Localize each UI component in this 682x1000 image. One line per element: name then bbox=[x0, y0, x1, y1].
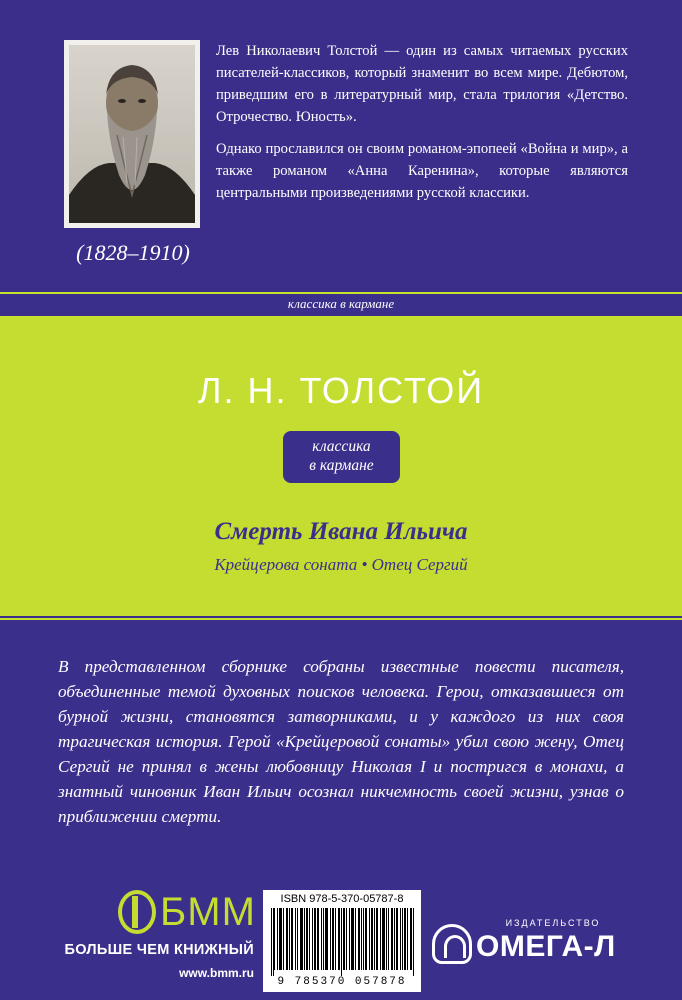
barcode-bar bbox=[318, 908, 319, 970]
publisher-label: ИЗДАТЕЛЬСТВО bbox=[505, 918, 601, 928]
barcode-bars-icon bbox=[269, 908, 415, 976]
divider-line bbox=[0, 292, 682, 294]
cover-author: Л. Н. ТОЛСТОЙ bbox=[197, 370, 485, 411]
series-strip: классика в кармане bbox=[287, 296, 395, 311]
barcode-bar bbox=[376, 908, 377, 970]
barcode-bar bbox=[361, 908, 362, 970]
barcode-bar bbox=[306, 908, 307, 970]
barcode-bar bbox=[369, 908, 370, 970]
barcode-bar bbox=[312, 908, 313, 970]
barcode-bar bbox=[327, 908, 328, 970]
bmm-logo-block bbox=[58, 886, 254, 986]
barcode-bar bbox=[279, 908, 280, 970]
author-bio bbox=[216, 40, 628, 214]
barcode-bar bbox=[314, 908, 315, 970]
series-badge-line: классика bbox=[312, 438, 371, 455]
author-portrait bbox=[64, 40, 200, 228]
barcode-bar bbox=[363, 908, 364, 970]
barcode-bar bbox=[365, 908, 366, 970]
barcode-bar bbox=[351, 908, 352, 970]
barcode-bar bbox=[411, 908, 412, 970]
barcode-bar bbox=[384, 908, 385, 970]
barcode-bar bbox=[383, 908, 384, 970]
divider-line bbox=[0, 618, 682, 620]
barcode-bar bbox=[302, 908, 303, 970]
publisher-name: ОМЕГА-Л bbox=[476, 930, 616, 963]
author-section bbox=[0, 0, 682, 292]
bmm-slogan: БОЛЬШЕ ЧЕМ КНИЖНЫЙ bbox=[64, 942, 254, 958]
bmm-url: www.bmm.ru bbox=[179, 966, 254, 980]
barcode-bar bbox=[291, 908, 292, 970]
barcode-bar bbox=[377, 908, 378, 970]
barcode-bar bbox=[321, 908, 322, 970]
barcode-bar bbox=[304, 908, 305, 970]
barcode-bar bbox=[273, 908, 274, 976]
barcode-bar bbox=[371, 908, 372, 970]
publisher-logo bbox=[432, 918, 632, 978]
barcode-bar bbox=[413, 908, 414, 976]
barcode-bar bbox=[352, 908, 353, 970]
barcode-bar bbox=[366, 908, 367, 970]
annotation-text: В представленном сборнике собраны известные повести писателя, объединенные темой духовных поисков человека. Герои, отказавшиеся от бурной жизни, становятся затворниками, и у каждого из них своя трагическая история. Герой «Крейцеровой сонаты» убил свою жену, Отец Сергий не принял в жены любовницу Николая I и постригся в монахи, а знатный чиновник Иван Ильич осознал никчемность своей жизни, узнав о приближении смерти. bbox=[58, 657, 624, 826]
barcode-bar bbox=[330, 908, 331, 970]
barcode-bar bbox=[402, 908, 403, 970]
barcode-bar bbox=[388, 908, 389, 970]
bmm-logo-text: БММ bbox=[160, 890, 256, 934]
barcode-bar bbox=[400, 908, 401, 970]
barcode-bar bbox=[338, 908, 339, 970]
barcode-bar bbox=[332, 908, 333, 970]
barcode-bar bbox=[353, 908, 354, 970]
isbn-text: ISBN 978-5-370-05787-8 bbox=[280, 893, 404, 905]
barcode-bar bbox=[343, 908, 344, 970]
barcode-bar bbox=[283, 908, 284, 970]
barcode-bar bbox=[404, 908, 405, 970]
barcode-bar bbox=[397, 908, 398, 970]
barcode-bar bbox=[326, 908, 327, 970]
portrait-photo bbox=[69, 45, 195, 223]
barcode-bar bbox=[346, 908, 347, 970]
barcode-bar bbox=[297, 908, 298, 970]
barcode-bar bbox=[315, 908, 316, 970]
barcode-bar bbox=[382, 908, 383, 970]
barcode-bar bbox=[344, 908, 345, 970]
barcode bbox=[263, 890, 421, 992]
barcode-bar bbox=[349, 908, 350, 970]
barcode-bar bbox=[277, 908, 278, 970]
barcode-bar bbox=[341, 908, 342, 976]
barcode-bar bbox=[391, 908, 392, 970]
series-badge-line: в кармане bbox=[309, 457, 374, 474]
barcode-bar bbox=[339, 908, 340, 970]
author-dates: (1828–1910) bbox=[76, 240, 190, 265]
barcode-bar bbox=[374, 908, 375, 970]
barcode-bar bbox=[300, 908, 301, 970]
bmm-mark-icon bbox=[118, 890, 156, 934]
bio-paragraph: Однако прославился он своим романом-эпопеей «Война и мир», а также романом «Анна Каренина», которые являются центральными произведениями русской классики. bbox=[216, 141, 628, 201]
barcode-bar bbox=[280, 908, 281, 970]
barcode-bar bbox=[333, 908, 334, 970]
barcode-bar bbox=[307, 908, 308, 970]
bmm-logo bbox=[118, 890, 256, 934]
omega-mark-icon bbox=[432, 924, 472, 964]
barcode-bar bbox=[407, 908, 408, 970]
barcode-bar bbox=[358, 908, 359, 970]
barcode-bar bbox=[396, 908, 397, 970]
bio-paragraph: Лев Николаевич Толстой — один из самых читаемых русских писателей-классиков, который знаменит во всем мире. Дебютом, приведшим его в литературный мир, стала трилогия «Детство. Отрочество. Юность». bbox=[216, 43, 628, 125]
series-badge bbox=[283, 431, 400, 483]
barcode-bar bbox=[292, 908, 293, 970]
barcode-bar bbox=[380, 908, 381, 970]
barcode-bar bbox=[392, 908, 393, 970]
barcode-bar bbox=[274, 908, 275, 970]
barcode-bar bbox=[410, 908, 411, 970]
book-subtitle: Крейцерова соната • Отец Сергий bbox=[214, 555, 468, 574]
barcode-bar bbox=[286, 908, 287, 970]
ean-digits: 9 785370 057878 bbox=[277, 976, 407, 988]
barcode-bar bbox=[355, 908, 356, 970]
barcode-bar bbox=[309, 908, 310, 970]
barcode-bar bbox=[335, 908, 336, 970]
barcode-bar bbox=[323, 908, 324, 970]
barcode-bar bbox=[287, 908, 288, 970]
barcode-bar bbox=[281, 908, 282, 970]
barcode-bar bbox=[317, 908, 318, 970]
barcode-bar bbox=[325, 908, 326, 970]
barcode-bar bbox=[359, 908, 360, 970]
barcode-bar bbox=[301, 908, 302, 970]
barcode-bar bbox=[289, 908, 290, 970]
barcode-bar bbox=[271, 908, 272, 976]
barcode-bar bbox=[295, 908, 296, 970]
cover-panel bbox=[0, 318, 682, 616]
book-title: Смерть Ивана Ильича bbox=[214, 518, 468, 545]
barcode-bar bbox=[394, 908, 395, 970]
barcode-bar bbox=[405, 908, 406, 970]
barcode-bar bbox=[372, 908, 373, 970]
barcode-bar bbox=[386, 908, 387, 970]
